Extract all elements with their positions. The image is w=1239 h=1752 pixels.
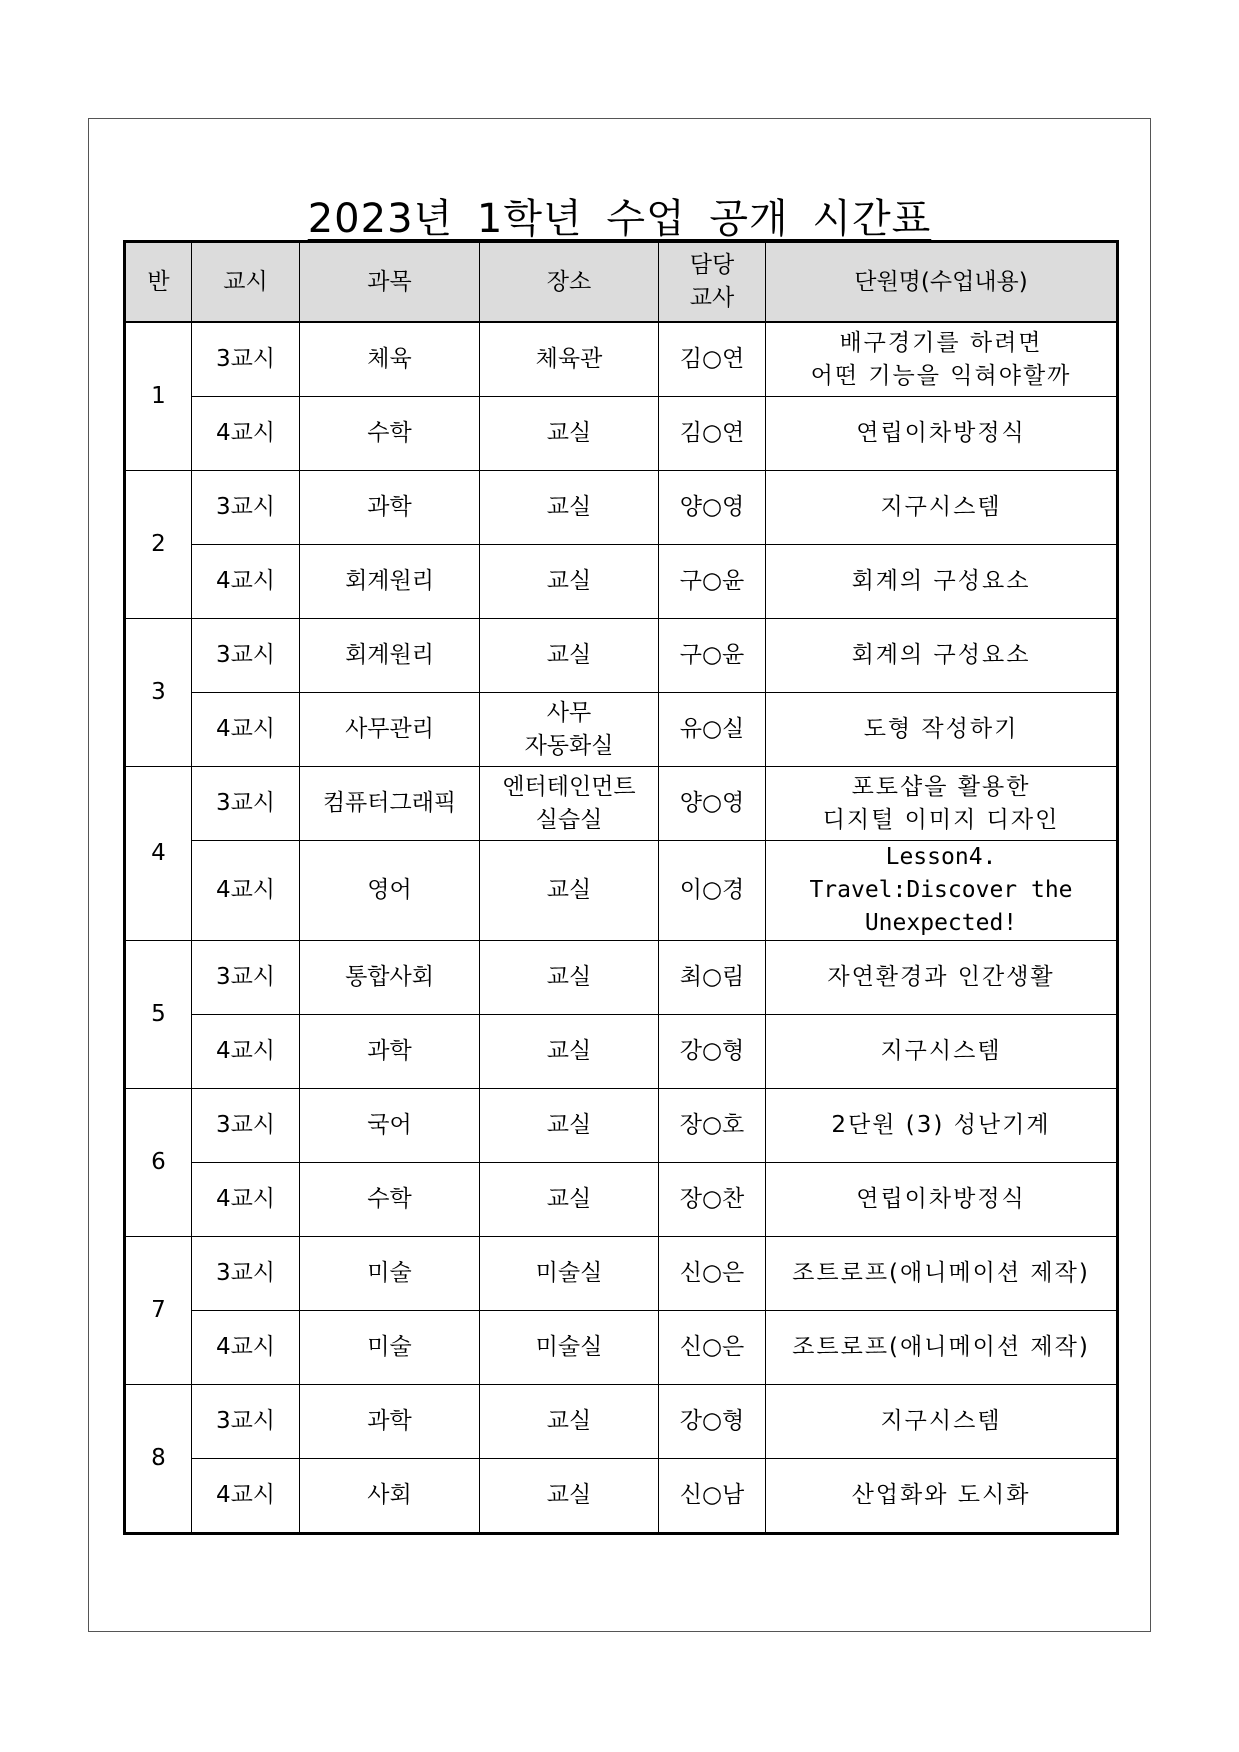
location-cell bbox=[480, 841, 659, 941]
location-cell bbox=[480, 397, 659, 471]
table-row bbox=[125, 322, 1118, 397]
header-subject: 과목 bbox=[300, 242, 480, 323]
table-row bbox=[125, 1163, 1118, 1237]
teacher-cell: 최○림 bbox=[659, 941, 766, 1015]
location-line: 체육관 bbox=[535, 346, 603, 372]
unit-line: 2단원 (3) 성난기계 bbox=[831, 1112, 1051, 1138]
table-row bbox=[125, 841, 1118, 941]
table-row bbox=[125, 767, 1118, 841]
subject-cell: 국어 bbox=[300, 1089, 480, 1163]
location-cell bbox=[480, 1385, 659, 1459]
timetable bbox=[123, 240, 1119, 1535]
unit-cell bbox=[766, 619, 1118, 693]
period-cell: 3교시 bbox=[192, 1237, 300, 1311]
unit-cell bbox=[766, 1385, 1118, 1459]
page-title: 2023년 1학년 수업 공개 시간표 bbox=[307, 195, 932, 242]
location-cell bbox=[480, 471, 659, 545]
table-row bbox=[125, 545, 1118, 619]
location-cell bbox=[480, 941, 659, 1015]
header-row bbox=[125, 242, 1118, 323]
unit-line: 배구경기를 하려면 bbox=[839, 329, 1043, 356]
period-cell: 3교시 bbox=[192, 619, 300, 693]
subject-cell: 수학 bbox=[300, 1163, 480, 1237]
header-unit: 단원명(수업내용) bbox=[766, 242, 1118, 323]
subject-cell: 과학 bbox=[300, 1385, 480, 1459]
class-number: 8 bbox=[125, 1385, 192, 1534]
location-line: 교실 bbox=[546, 494, 592, 520]
location-line: 교실 bbox=[546, 1408, 592, 1434]
period-cell: 3교시 bbox=[192, 471, 300, 545]
location-line: 미술실 bbox=[535, 1260, 603, 1286]
unit-line: 산업화와 도시화 bbox=[851, 1482, 1031, 1508]
unit-cell bbox=[766, 471, 1118, 545]
location-cell bbox=[480, 767, 659, 841]
unit-cell bbox=[766, 1089, 1118, 1163]
location-cell bbox=[480, 619, 659, 693]
unit-line: 조트로프(애니메이션 제작) bbox=[792, 1260, 1090, 1286]
table-row bbox=[125, 1089, 1118, 1163]
table-row bbox=[125, 619, 1118, 693]
table-row bbox=[125, 1237, 1118, 1311]
class-number: 2 bbox=[125, 471, 192, 619]
period-cell: 3교시 bbox=[192, 767, 300, 841]
period-cell: 4교시 bbox=[192, 1311, 300, 1385]
table-row bbox=[125, 397, 1118, 471]
location-line: 사무 bbox=[546, 699, 592, 726]
teacher-cell: 김○연 bbox=[659, 397, 766, 471]
location-cell bbox=[480, 1163, 659, 1237]
unit-cell bbox=[766, 767, 1118, 841]
subject-cell: 수학 bbox=[300, 397, 480, 471]
period-cell: 3교시 bbox=[192, 322, 300, 397]
period-cell: 4교시 bbox=[192, 1015, 300, 1089]
location-line: 엔터테인먼트 bbox=[502, 773, 636, 800]
class-number: 4 bbox=[125, 767, 192, 941]
unit-line: 회계의 구성요소 bbox=[851, 642, 1031, 668]
unit-cell bbox=[766, 941, 1118, 1015]
location-cell bbox=[480, 1311, 659, 1385]
subject-cell: 통합사회 bbox=[300, 941, 480, 1015]
unit-line: 지구시스템 bbox=[880, 1408, 1002, 1434]
unit-line: 조트로프(애니메이션 제작) bbox=[792, 1334, 1090, 1360]
location-line: 교실 bbox=[546, 568, 592, 594]
subject-cell: 컴퓨터그래픽 bbox=[300, 767, 480, 841]
unit-line: Lesson4. bbox=[885, 844, 997, 870]
unit-cell bbox=[766, 322, 1118, 397]
location-cell bbox=[480, 1089, 659, 1163]
location-line: 교실 bbox=[546, 1482, 592, 1508]
location-line: 자동화실 bbox=[524, 732, 614, 759]
period-cell: 4교시 bbox=[192, 841, 300, 941]
class-number: 6 bbox=[125, 1089, 192, 1237]
teacher-cell: 신○은 bbox=[659, 1311, 766, 1385]
unit-line: 어떤 기능을 익혀야할까 bbox=[810, 362, 1072, 389]
unit-line: 연립이차방정식 bbox=[856, 1186, 1026, 1212]
table-row bbox=[125, 941, 1118, 1015]
teacher-cell: 구○윤 bbox=[659, 545, 766, 619]
teacher-cell: 신○남 bbox=[659, 1459, 766, 1534]
subject-cell: 미술 bbox=[300, 1311, 480, 1385]
subject-cell: 회계원리 bbox=[300, 619, 480, 693]
unit-line: 포토샵을 활용한 bbox=[851, 773, 1031, 800]
period-cell: 3교시 bbox=[192, 1089, 300, 1163]
timetable-body bbox=[125, 322, 1118, 1534]
unit-line: 자연환경과 인간생활 bbox=[827, 964, 1055, 990]
location-line: 교실 bbox=[546, 964, 592, 990]
period-cell: 4교시 bbox=[192, 397, 300, 471]
period-cell: 4교시 bbox=[192, 1163, 300, 1237]
teacher-cell: 장○찬 bbox=[659, 1163, 766, 1237]
class-number: 3 bbox=[125, 619, 192, 767]
subject-cell: 회계원리 bbox=[300, 545, 480, 619]
unit-line: 연립이차방정식 bbox=[856, 420, 1026, 446]
unit-cell bbox=[766, 841, 1118, 941]
unit-line: 회계의 구성요소 bbox=[851, 568, 1031, 594]
location-line: 실습실 bbox=[535, 806, 603, 833]
unit-line: 지구시스템 bbox=[880, 494, 1002, 520]
period-cell: 3교시 bbox=[192, 941, 300, 1015]
teacher-cell: 유○실 bbox=[659, 693, 766, 767]
teacher-cell: 김○연 bbox=[659, 322, 766, 397]
location-cell bbox=[480, 693, 659, 767]
teacher-cell: 강○형 bbox=[659, 1015, 766, 1089]
teacher-cell: 양○영 bbox=[659, 767, 766, 841]
location-line: 미술실 bbox=[535, 1334, 603, 1360]
period-cell: 4교시 bbox=[192, 545, 300, 619]
teacher-cell: 구○윤 bbox=[659, 619, 766, 693]
header-period: 교시 bbox=[192, 242, 300, 323]
unit-line: 도형 작성하기 bbox=[863, 716, 1019, 742]
header-location: 장소 bbox=[480, 242, 659, 323]
table-row bbox=[125, 1015, 1118, 1089]
subject-cell: 미술 bbox=[300, 1237, 480, 1311]
unit-cell bbox=[766, 1015, 1118, 1089]
class-number: 5 bbox=[125, 941, 192, 1089]
unit-line: 디지털 이미지 디자인 bbox=[822, 806, 1060, 833]
period-cell: 4교시 bbox=[192, 693, 300, 767]
location-line: 교실 bbox=[546, 1038, 592, 1064]
unit-cell bbox=[766, 1311, 1118, 1385]
period-cell: 3교시 bbox=[192, 1385, 300, 1459]
subject-cell: 사무관리 bbox=[300, 693, 480, 767]
location-cell bbox=[480, 322, 659, 397]
location-line: 교실 bbox=[546, 420, 592, 446]
location-cell bbox=[480, 1459, 659, 1534]
subject-cell: 사회 bbox=[300, 1459, 480, 1534]
table-row bbox=[125, 471, 1118, 545]
header-teacher: 담당 교사 bbox=[659, 242, 766, 323]
header-class: 반 bbox=[125, 242, 192, 323]
unit-line: 지구시스템 bbox=[880, 1038, 1002, 1064]
teacher-cell: 신○은 bbox=[659, 1237, 766, 1311]
table-row bbox=[125, 1459, 1118, 1534]
location-line: 교실 bbox=[546, 642, 592, 668]
subject-cell: 과학 bbox=[300, 471, 480, 545]
period-cell: 4교시 bbox=[192, 1459, 300, 1534]
unit-cell bbox=[766, 1163, 1118, 1237]
unit-cell bbox=[766, 397, 1118, 471]
teacher-cell: 강○형 bbox=[659, 1385, 766, 1459]
table-row bbox=[125, 1311, 1118, 1385]
table-row bbox=[125, 1385, 1118, 1459]
class-number: 1 bbox=[125, 322, 192, 471]
subject-cell: 과학 bbox=[300, 1015, 480, 1089]
class-number: 7 bbox=[125, 1237, 192, 1385]
teacher-cell: 양○영 bbox=[659, 471, 766, 545]
unit-line: Travel:Discover the Unexpected! bbox=[809, 877, 1073, 936]
teacher-cell: 이○경 bbox=[659, 841, 766, 941]
location-line: 교실 bbox=[546, 877, 592, 903]
unit-cell bbox=[766, 545, 1118, 619]
location-cell bbox=[480, 545, 659, 619]
location-cell bbox=[480, 1237, 659, 1311]
location-line: 교실 bbox=[546, 1112, 592, 1138]
location-line: 교실 bbox=[546, 1186, 592, 1212]
table-row bbox=[125, 693, 1118, 767]
subject-cell: 영어 bbox=[300, 841, 480, 941]
location-cell bbox=[480, 1015, 659, 1089]
unit-cell bbox=[766, 693, 1118, 767]
subject-cell: 체육 bbox=[300, 322, 480, 397]
unit-cell bbox=[766, 1237, 1118, 1311]
unit-cell bbox=[766, 1459, 1118, 1534]
teacher-cell: 장○호 bbox=[659, 1089, 766, 1163]
